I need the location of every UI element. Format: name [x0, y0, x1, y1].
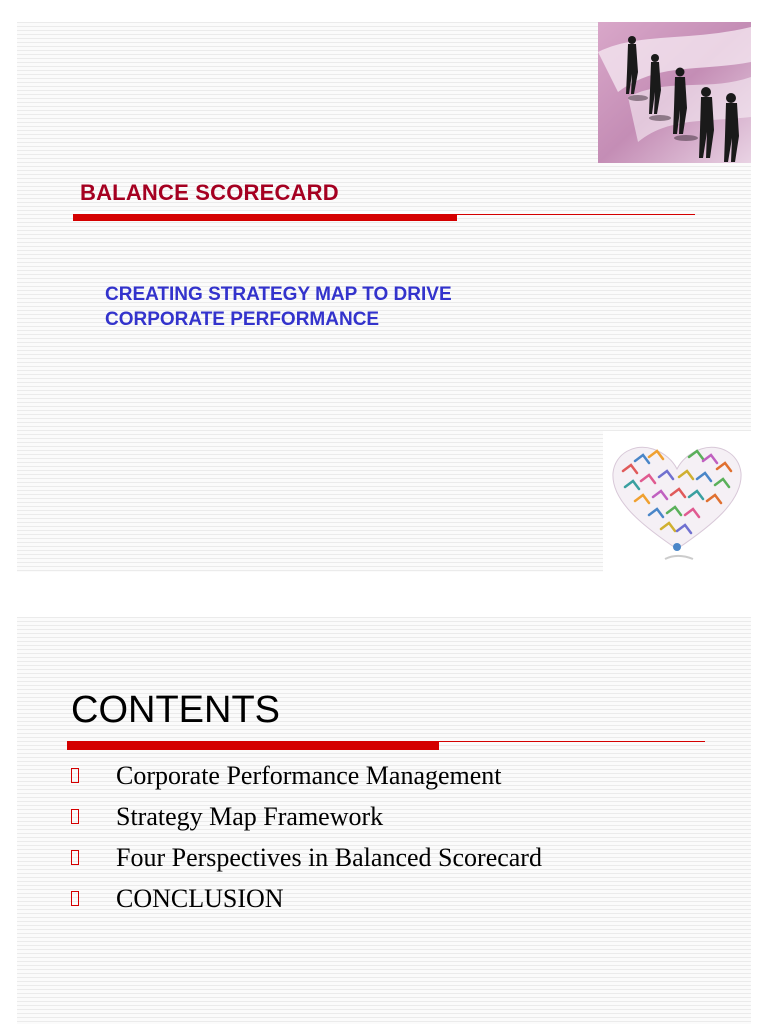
missing-glyph-box-icon	[71, 768, 79, 783]
missing-glyph-box-icon	[71, 891, 79, 906]
walking-silhouettes-image	[598, 22, 751, 163]
contents-heading: CONTENTS	[71, 689, 280, 731]
heart-of-people-icon	[603, 431, 751, 572]
contents-slide	[17, 617, 751, 1024]
subtitle-line-2: CORPORATE PERFORMANCE	[105, 309, 380, 330]
list-item-text: Corporate Performance Management	[116, 761, 502, 790]
walking-silhouettes-icon	[598, 22, 751, 163]
contents-underline-thin	[439, 741, 705, 742]
title-underline-thick	[73, 214, 457, 221]
title-slide	[17, 22, 751, 572]
list-item-text: Four Perspectives in Balanced Scorecard	[116, 843, 542, 872]
presentation-title: BALANCE SCORECARD	[80, 180, 339, 205]
contents-underline-thick	[67, 741, 439, 750]
title-underline-thin	[457, 214, 695, 215]
list-item-text: CONCLUSION	[116, 884, 284, 913]
missing-glyph-box-icon	[71, 809, 79, 824]
subtitle-line-1: CREATING STRATEGY MAP TO DRIVE	[105, 284, 452, 305]
heart-figures-image	[603, 431, 751, 572]
missing-glyph-box-icon	[71, 850, 79, 865]
list-item-text: Strategy Map Framework	[116, 802, 384, 831]
presentation-subtitle	[105, 282, 452, 332]
